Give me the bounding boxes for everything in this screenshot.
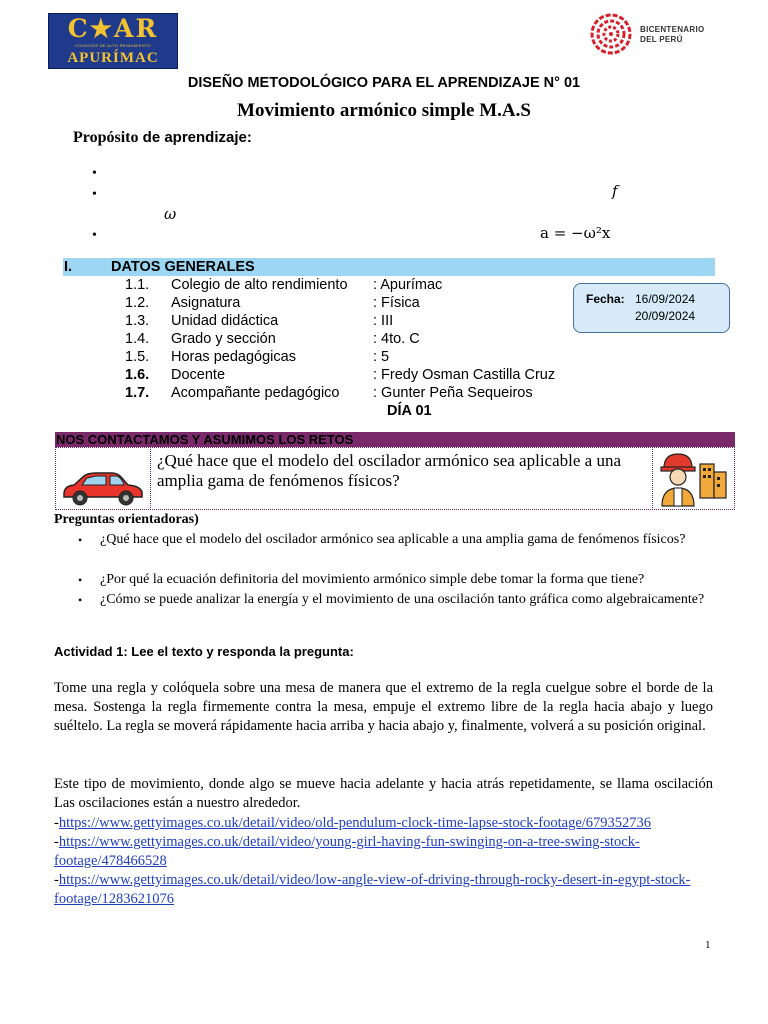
car-icon [60, 468, 145, 508]
row-number: 1.5. [125, 349, 150, 365]
video-link[interactable]: https://www.gettyimages.co.uk/detail/video/low-angle-view-of-driving-through-rocky-desert-in-egypt-stock-footage/1283621076 [54, 872, 691, 907]
coar-apurimac-logo [48, 13, 178, 69]
row-label: Docente [171, 367, 226, 383]
math-f: f [612, 182, 618, 200]
list-item: ¿Cómo se puede analizar la energía y el movimiento de una oscilación tanto gráfica como algebraicamente? [100, 592, 705, 607]
activity-paragraph: Tome una regla y colóquela sobre una mesa de manera que el extremo de la regla cuelgue sobre el borde de la mesa. Sostenga la regla firmemente contra la mesa, empuje el extremo libre de la regla hacia abajo y luego suéltelo. La regla se moverá rápidamente hacia arriba y hacia abajo y, finalmente, volverá a su posición original. [54, 680, 713, 734]
document-title: DISEÑO METODOLÓGICO PARA EL APRENDIZAJE N° 01 [187, 75, 581, 91]
purpose-bullet: • [92, 187, 97, 202]
section-number: I. [64, 259, 73, 275]
list-bullet: • [78, 593, 83, 607]
fecha-label: Fecha: [586, 292, 625, 306]
activity-paragraph: Este tipo de movimiento, donde algo se mueve hacia adelante y hacia atrás repetidamente, se llama oscilación Las oscilaciones están a nuestro alrededor. [54, 776, 713, 811]
logo-region: APURÍMAC [67, 50, 159, 66]
video-link-item [54, 833, 694, 871]
row-label: Unidad didáctica [171, 313, 279, 329]
row-number: 1.4. [125, 331, 150, 347]
logo-main-text: C★AR [67, 14, 159, 43]
row-value: : Gunter Peña Sequeiros [373, 385, 533, 401]
bicentenario-logo [588, 12, 718, 56]
bicentenario-line1: BICENTENARIO [640, 25, 705, 34]
purpose-bullet: • [92, 228, 97, 243]
row-number: 1.6. [125, 367, 150, 383]
fecha-start: 16/09/2024 [635, 292, 696, 306]
row-label: Colegio de alto rendimiento [171, 277, 348, 293]
row-value: : Fredy Osman Castilla Cruz [373, 367, 556, 383]
engineer-icon [656, 450, 732, 508]
bicentenario-text [640, 25, 705, 45]
page-number: 1 [705, 939, 711, 951]
row-value: : 5 [373, 349, 390, 365]
row-value: : Apurímac [373, 277, 443, 293]
purpose-heading-rest: de aprendizaje: [138, 129, 252, 146]
row-value: : Física [373, 295, 420, 311]
contact-title: NOS CONTACTAMOS Y ASUMIMOS LOS RETOS [56, 432, 354, 447]
row-label: Grado y sección [171, 331, 276, 347]
row-number: 1.2. [125, 295, 150, 311]
math-omega: ω [164, 205, 177, 223]
row-number: 1.3. [125, 313, 150, 329]
list-item: ¿Qué hace que el modelo del oscilador armónico sea aplicable a una amplia gama de fenómenos físicos? [100, 532, 686, 547]
video-link[interactable]: https://www.gettyimages.co.uk/detail/video/old-pendulum-clock-time-lapse-stock-footage/679352736 [58, 815, 652, 831]
bicentenario-line2: DEL PERÚ [640, 35, 683, 44]
row-value: : 4to. C [373, 331, 420, 347]
video-link-item [54, 871, 714, 909]
challenge-divider [652, 447, 653, 510]
purpose-bullet: • [92, 166, 97, 181]
row-label: Acompañante pedagógico [171, 385, 340, 401]
dia-label: DÍA 01 [387, 403, 432, 419]
fecha-end: 20/09/2024 [635, 309, 696, 323]
fecha-box [573, 283, 730, 333]
row-label: Asignatura [171, 295, 241, 311]
link-prefix: - [54, 815, 59, 831]
list-bullet: • [78, 533, 83, 547]
math-equation: a = −ω²x [540, 224, 611, 242]
video-link-item [54, 814, 734, 833]
row-value: : III [373, 313, 394, 329]
list-item: ¿Por qué la ecuación definitoria del movimiento armónico simple debe tomar la forma que tiene? [100, 572, 645, 587]
row-number: 1.1. [125, 277, 150, 293]
document-subtitle: Movimiento armónico simple M.A.S [237, 100, 531, 121]
link-prefix: - [54, 834, 59, 850]
purpose-heading-bold: Propósito [73, 129, 139, 146]
list-bullet: • [78, 573, 83, 587]
row-number: 1.7. [125, 385, 150, 401]
bicentenario-emblem-icon [588, 12, 634, 56]
challenge-divider [150, 447, 151, 510]
activity-heading: Actividad 1: Lee el texto y responda la pregunta: [54, 644, 354, 659]
video-link[interactable]: https://www.gettyimages.co.uk/detail/video/young-girl-having-fun-swinging-on-a-tree-swing-stock-footage/478466528 [54, 834, 640, 869]
orientadoras-heading: Preguntas orientadoras) [54, 512, 199, 527]
logo-tagline: COLEGIOS DE ALTO RENDIMIENTO [75, 43, 151, 48]
row-label: Horas pedagógicas [171, 349, 296, 365]
section-title: DATOS GENERALES [111, 259, 255, 275]
challenge-question: ¿Qué hace que el modelo del oscilador armónico sea aplicable a una amplia gama de fenómenos físicos? [157, 451, 621, 490]
purpose-heading [73, 129, 252, 147]
link-prefix: - [54, 872, 59, 888]
